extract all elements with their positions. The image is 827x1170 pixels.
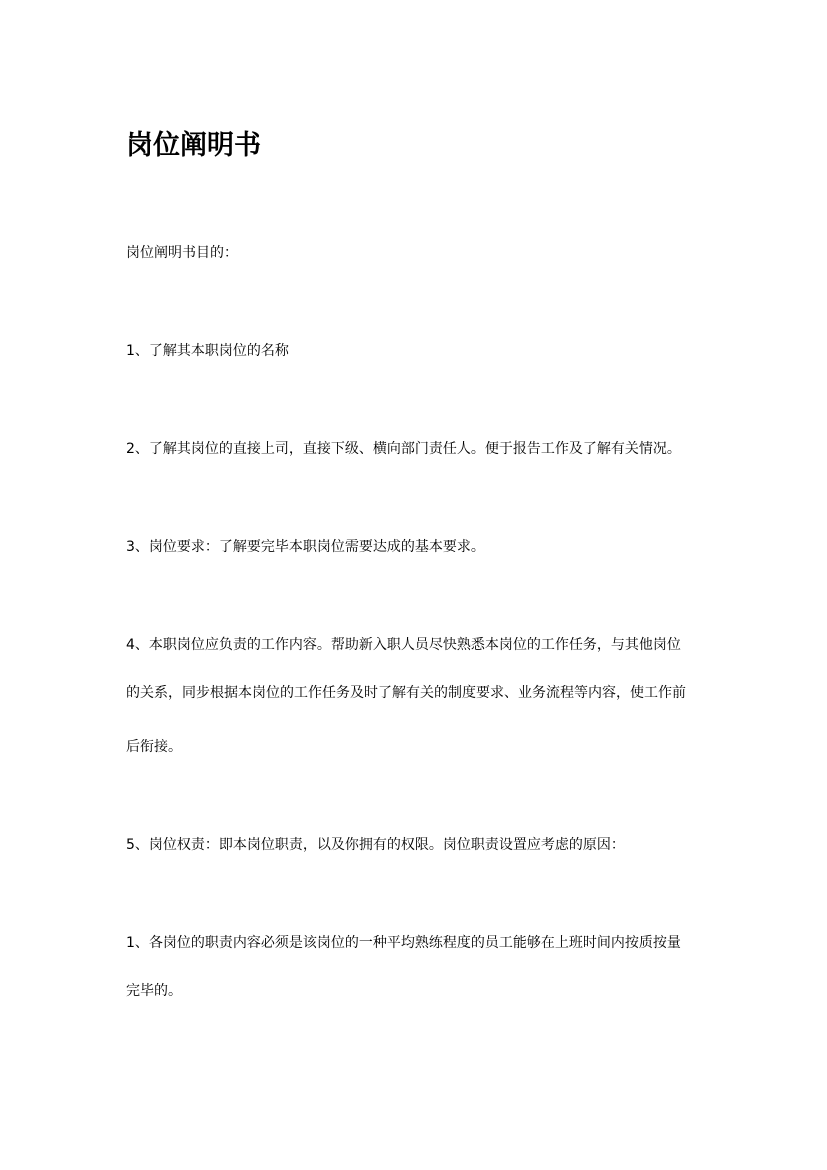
paragraph-3-line-1: 3、岗位要求：了解要完毕本职岗位需要达成的基本要求。 [126, 539, 485, 555]
paragraph-4-line-2: 的关系，同步根据本岗位的工作任务及时了解有关的制度要求、业务流程等内容，使工作前 [126, 685, 686, 701]
purpose-heading: 岗位阐明书目的： [126, 245, 238, 261]
paragraph-6-line-1: 1、各岗位的职责内容必须是该岗位的一种平均熟练程度的员工能够在上班时间内按质按量 [126, 935, 681, 951]
paragraph-5-line-1: 5、岗位权责：即本岗位职责，以及你拥有的权限。岗位职责设置应考虑的原因： [126, 837, 625, 853]
paragraph-4-line-1: 4、本职岗位应负责的工作内容。帮助新入职人员尽快熟悉本岗位的工作任务，与其他岗位 [126, 637, 681, 653]
document-title: 岗位阐明书 [126, 130, 261, 161]
paragraph-6-line-2: 完毕的。 [126, 983, 182, 999]
paragraph-2-line-1: 2、了解其岗位的直接上司，直接下级、横向部门责任人。便于报告工作及了解有关情况。 [126, 441, 681, 457]
paragraph-1-line-1: 1、了解其本职岗位的名称 [126, 343, 289, 359]
paragraph-4-line-3: 后衔接。 [126, 739, 182, 755]
